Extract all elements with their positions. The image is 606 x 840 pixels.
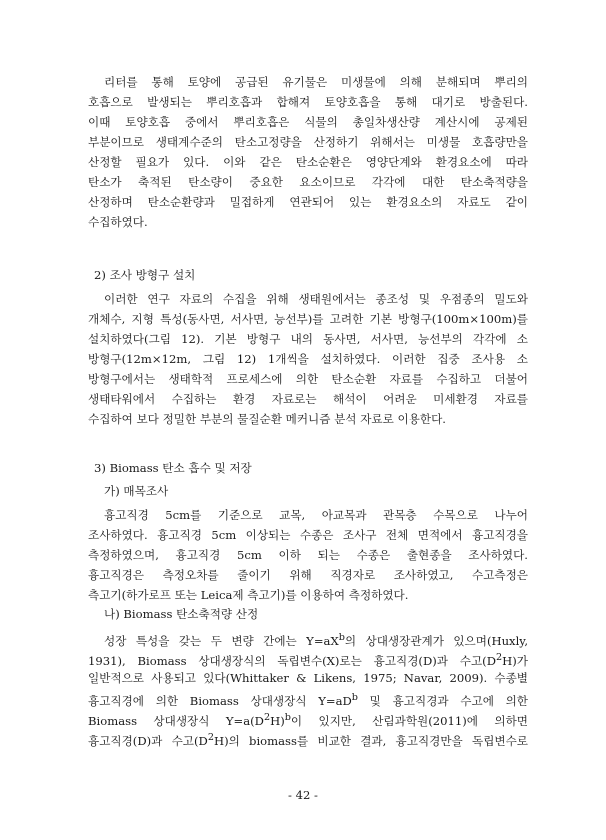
text-line: 호흡으로 발생되는 뿌리호흡과 합해져 토양호흡을 통해 대기로 방출된다. <box>88 95 528 109</box>
text-line: 수집하여 보다 정밀한 부분의 물질순환 메커니즘 분석 자료로 이용한다. <box>88 412 446 426</box>
text-line: 흉고직경 5cm를 기준으로 교목, 아교목과 관목층 수목으로 나누어 <box>104 508 528 522</box>
section-heading-biomass: 3) Biomass 탄소 흡수 및 저장 <box>94 461 252 475</box>
subsection-heading-carbon-storage: 나) Biomass 탄소축적량 산정 <box>104 607 259 621</box>
text-line: 일반적으로 사용되고 있다(Whittaker & Likens, 1975; Navar, 2009). 수종별 <box>88 671 528 685</box>
text-line: 흉고직경에 의한 Biomass 상대생장식 $Y=aD^b$ 및 흉고직경과 수고에 의한 <box>88 692 528 708</box>
section-heading-quadrat: 2) 조사 방형구 설치 <box>94 268 196 282</box>
paragraph-carbon-cycle <box>88 72 528 232</box>
text-line: 조사하였다. 흉고직경 5cm 이상되는 수종은 조사구 전체 면적에서 흉고직경을 <box>88 528 528 542</box>
text-line: 탄소가 축적된 탄소량이 중요한 요소이므로 각각에 대한 탄소축적량을 <box>88 175 528 189</box>
text-line: 산정할 필요가 있다. 이와 같은 탄소순환은 영양단계와 환경요소에 따라 <box>88 155 528 169</box>
text-line: 측정하였으며, 흉고직경 5cm 이하 되는 수종은 출현종을 조사하였다. <box>88 548 528 562</box>
text-line: 측고기(하가로프 또는 Leica제 측고기)를 이용하여 측정하였다. <box>88 588 409 602</box>
text-line: 산정하며 탄소순환량과 밀접하게 연관되어 있는 환경요소의 자료도 같이 <box>88 195 528 209</box>
text-line: Biomass 상대생장식 $Y=a(D^2H)^b$이 있지만, 산림과학원(2011)에 의하면 <box>88 712 528 728</box>
text-line: 수집하였다. <box>88 215 148 229</box>
text-line: 1931), Biomass 상대생장식의 독립변수(X)로는 흉고직경(D)과 수고$(D^2H)$가 <box>88 652 528 668</box>
text-line: 설치하였다(그림 12). 기본 방형구 내의 동사면, 서사면, 능선부의 각각에 소 <box>88 332 528 346</box>
text-line: 흉고직경(D)과 수고$(D^2H)$의 biomass를 비교한 결과, 흉고직경만을 독립변수로 <box>88 732 528 748</box>
paragraph-tree-survey <box>88 505 528 605</box>
text-line: 흉고직경은 측정오차를 줄이기 위해 직경자로 조사하였고, 수고측정은 <box>88 568 528 582</box>
text-line: 방형구에서는 생태학적 프로세스에 의한 탄소순환 자료를 수집하고 더불어 <box>88 372 528 386</box>
text-line: 리터를 통해 토양에 공급된 유기물은 미생물에 의해 분해되며 뿌리의 <box>104 75 528 89</box>
text-line: 이러한 연구 자료의 수집을 위해 생태원에서는 종조성 및 우점종의 밀도와 <box>104 292 528 306</box>
text-line: 성장 특성을 갖는 두 변량 간에는 $Y=aX^b$의 상대생장관계가 있으며(Huxly, <box>104 632 528 648</box>
text-line: 개체수, 지형 특성(동사면, 서사면, 능선부)를 고려한 기본 방형구(100m×100m)를 <box>88 312 528 326</box>
text-line: 생태타워에서 수집하는 환경 자료로는 해석이 어려운 미세환경 자료를 <box>88 392 528 406</box>
subsection-heading-tree-survey: 가) 매목조사 <box>104 484 169 498</box>
text-line: 방형구(12m×12m, 그림 12) 1개씩을 설치하였다. 이러한 집중 조사용 소 <box>88 352 528 366</box>
text-line: 이때 토양호흡 중에서 뿌리호흡은 식물의 총일차생산량 계산시에 공제된 <box>88 115 528 129</box>
page-number: - 42 - <box>288 788 318 802</box>
paragraph-allometric <box>88 628 528 748</box>
paragraph-quadrat <box>88 289 528 429</box>
text-line: 부분이므로 생태계수준의 탄소고정량을 산정하기 위해서는 미생물 호흡량만을 <box>88 135 528 149</box>
